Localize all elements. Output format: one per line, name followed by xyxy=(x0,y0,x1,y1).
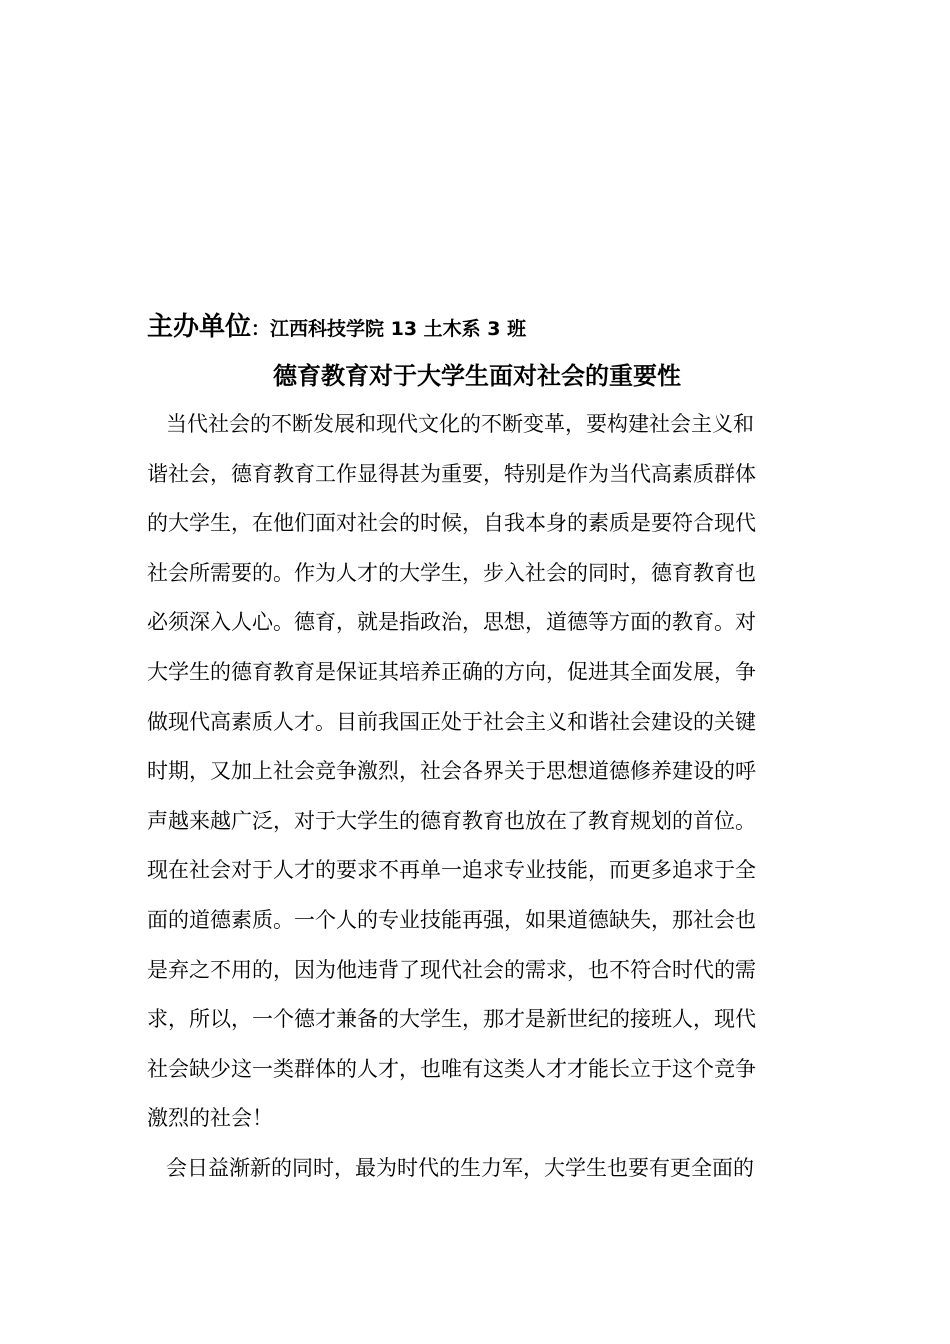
article-body xyxy=(147,400,807,1194)
organizer-label: 主办单位 xyxy=(147,312,252,342)
article-title: 德育教育对于大学生面对社会的重要性 xyxy=(273,362,681,390)
paragraph-line: 激烈的社会！ xyxy=(147,1106,273,1131)
organizer-line xyxy=(147,309,807,348)
paragraph-line: 社会缺少这一类群体的人才，也唯有这类人才才能长立于这个竞争 xyxy=(147,1056,756,1081)
paragraph-line: 声越来越广泛，对于大学生的德育教育也放在了教育规划的首位。 xyxy=(147,808,756,833)
paragraph-line: 现在社会对于人才的要求不再单一追求专业技能，而更多追求于全 xyxy=(147,858,756,883)
paragraph-line: 求，所以，一个德才兼备的大学生，那才是新世纪的接班人，现代 xyxy=(147,1007,756,1032)
paragraph-line: 的大学生，在他们面对社会的时候，自我本身的素质是要符合现代 xyxy=(147,511,756,536)
paragraph-line: 做现代高素质人才。目前我国正处于社会主义和谐社会建设的关键 xyxy=(147,709,756,734)
organizer-value: ：江西科技学院 13 土木系 3 班 xyxy=(251,318,527,340)
paragraph-line: 大学生的德育教育是保证其培养正确的方向，促进其全面发展，争 xyxy=(147,659,756,684)
paragraph-line: 当代社会的不断发展和现代文化的不断变革，要构建社会主义和 xyxy=(166,412,754,436)
paragraph-line: 谐社会，德育教育工作显得甚为重要，特别是作为当代高素质群体 xyxy=(147,461,756,486)
paragraph-line: 面的道德素质。一个人的专业技能再强，如果道德缺失，那社会也 xyxy=(147,907,756,932)
paragraph-line: 是弃之不用的，因为他违背了现代社会的需求，也不符合时代的需 xyxy=(147,957,756,982)
paragraph-line: 会日益渐新的同时，最为时代的生力军，大学生也要有更全面的 xyxy=(166,1155,754,1180)
paragraph-line: 必须深入人心。德育，就是指政治，思想，道德等方面的教育。对 xyxy=(147,610,756,635)
paragraph-line: 社会所需要的。作为人才的大学生，步入社会的同时，德育教育也 xyxy=(147,560,756,585)
paragraph-line: 时期，又加上社会竞争激烈，社会各界关于思想道德修养建设的呼 xyxy=(147,759,756,784)
